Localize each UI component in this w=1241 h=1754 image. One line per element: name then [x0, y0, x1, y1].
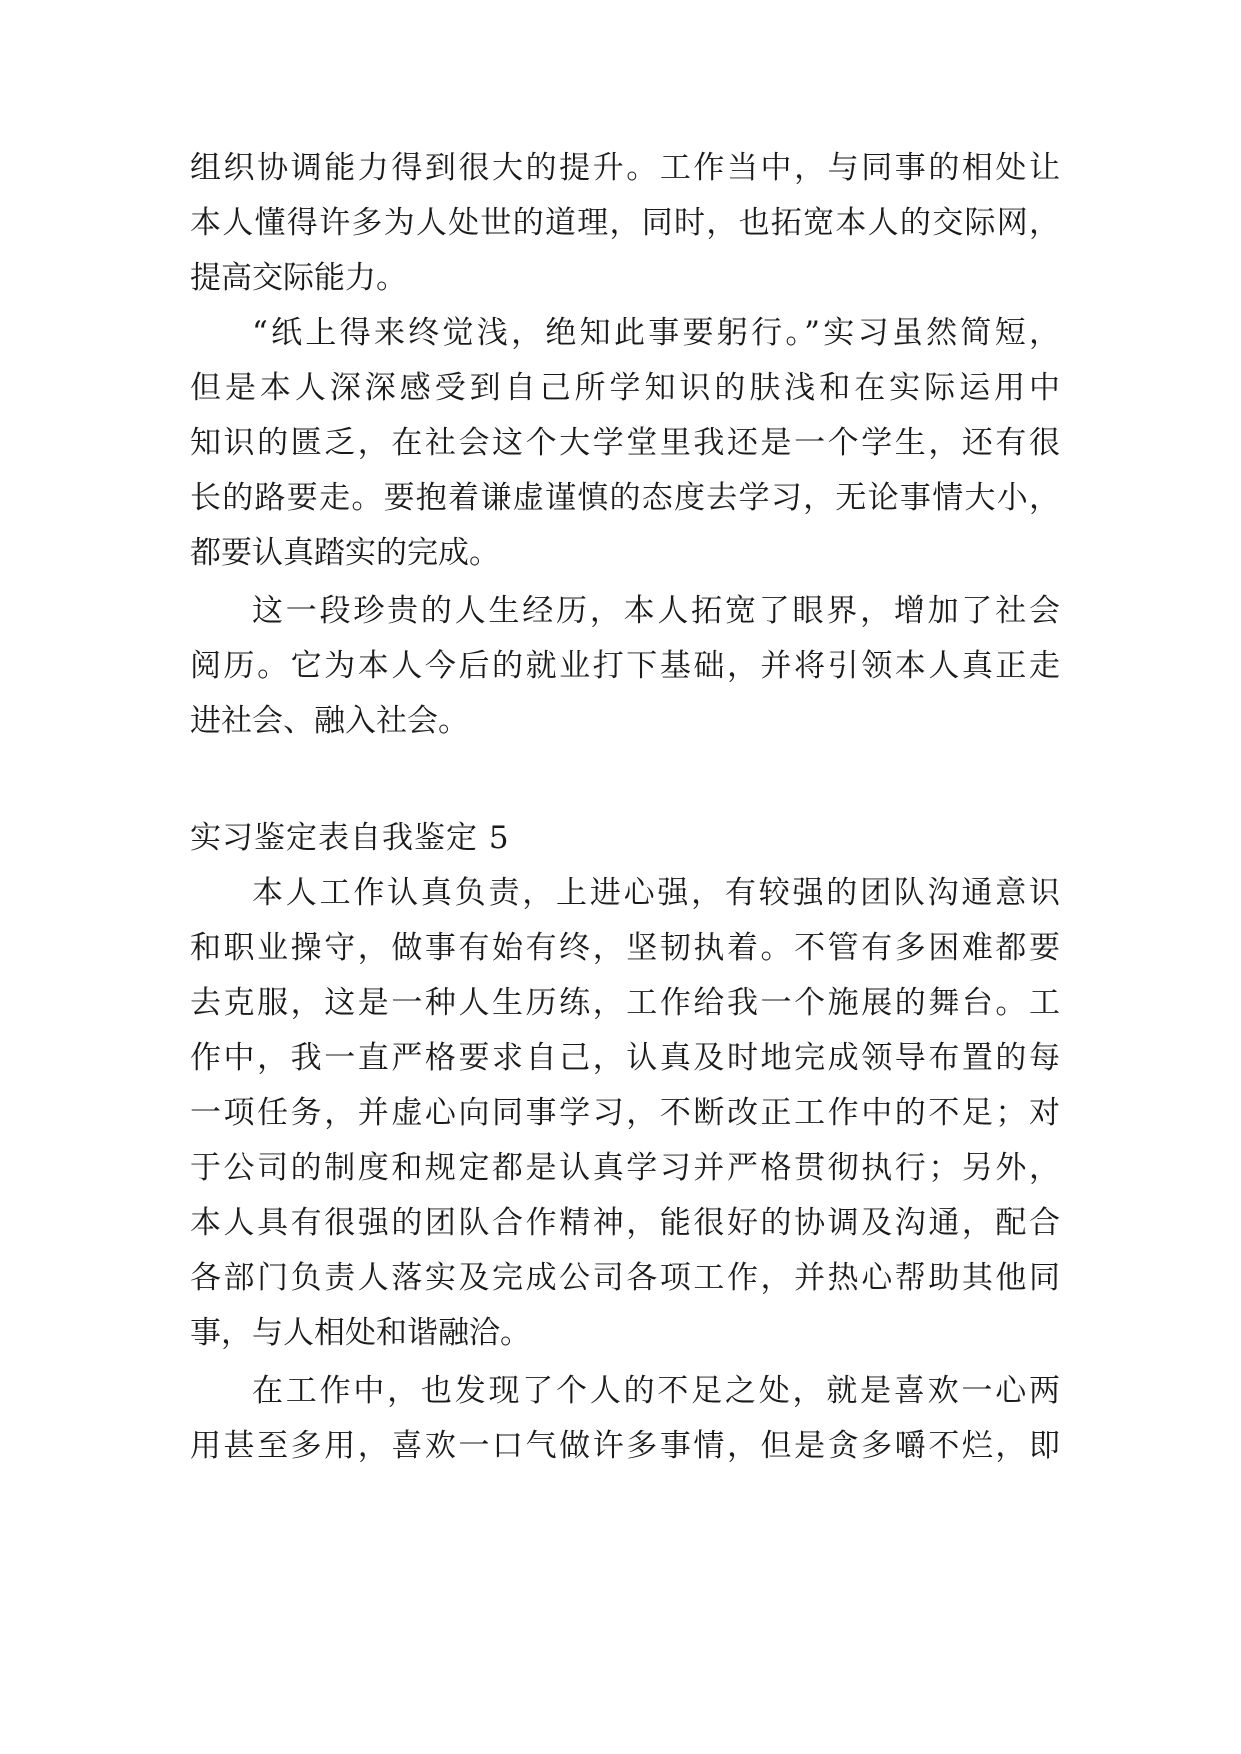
paragraph-line: “纸上得来终觉浅，绝知此事要躬行。”实习虽然简短， — [252, 315, 1060, 351]
section-heading: 实习鉴定表自我鉴定 5 — [190, 820, 510, 856]
paragraph-line: 阅历。它为本人今后的就业打下基础，并将引领本人真正走 — [190, 648, 1060, 684]
paragraph-line: 这一段珍贵的人生经历，本人拓宽了眼界，增加了社会 — [252, 593, 1060, 629]
paragraph-line: 组织协调能力得到很大的提升。工作当中，与同事的相处让 — [190, 150, 1060, 186]
paragraph-line: 提高交际能力。 — [190, 260, 407, 296]
paragraph-line: 一项任务，并虚心向同事学习，不断改正工作中的不足；对 — [190, 1095, 1060, 1131]
paragraph-line: 本人具有很强的团队合作精神，能很好的协调及沟通，配合 — [190, 1205, 1060, 1241]
paragraph-line: 本人工作认真负责，上进心强，有较强的团队沟通意识 — [252, 875, 1060, 911]
paragraph-line: 各部门负责人落实及完成公司各项工作，并热心帮助其他同 — [190, 1260, 1060, 1296]
paragraph-line: 用甚至多用，喜欢一口气做许多事情，但是贪多嚼不烂，即 — [190, 1428, 1060, 1464]
paragraph-line: 但是本人深深感受到自己所学知识的肤浅和在实际运用中 — [190, 370, 1060, 406]
paragraph-line: 于公司的制度和规定都是认真学习并严格贯彻执行；另外， — [190, 1150, 1060, 1186]
paragraph-line: 长的路要走。要抱着谦虚谨慎的态度去学习，无论事情大小， — [190, 480, 1060, 516]
paragraph-line: 和职业操守，做事有始有终，坚韧执着。不管有多困难都要 — [190, 930, 1060, 966]
paragraph-line: 进社会、融入社会。 — [190, 703, 469, 739]
paragraph-line: 在工作中，也发现了个人的不足之处，就是喜欢一心两 — [252, 1373, 1060, 1409]
paragraph-line: 作中，我一直严格要求自己，认真及时地完成领导布置的每 — [190, 1040, 1060, 1076]
paragraph-line: 去克服，这是一种人生历练，工作给我一个施展的舞台。工 — [190, 985, 1060, 1021]
paragraph-line: 都要认真踏实的完成。 — [190, 535, 500, 571]
paragraph-line: 事，与人相处和谐融洽。 — [190, 1315, 531, 1351]
paragraph-line: 知识的匮乏，在社会这个大学堂里我还是一个学生，还有很 — [190, 425, 1060, 461]
paragraph-line: 本人懂得许多为人处世的道理，同时，也拓宽本人的交际网， — [190, 205, 1060, 241]
